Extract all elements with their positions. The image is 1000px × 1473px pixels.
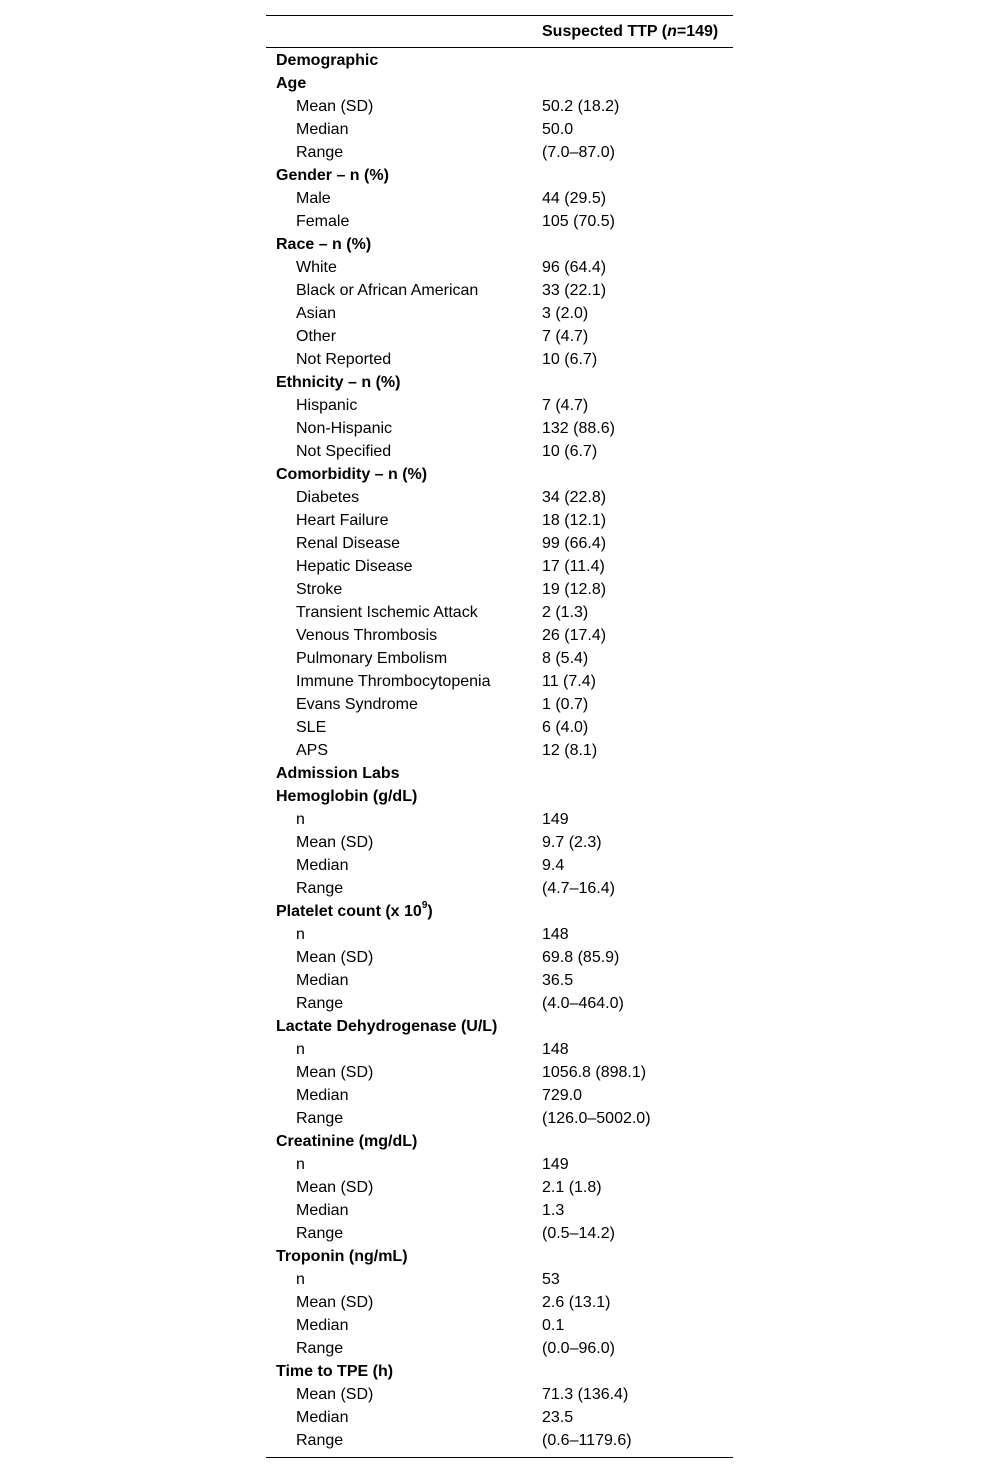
row-value: (0.0–96.0)	[542, 1340, 615, 1357]
row-value: 10 (6.7)	[542, 443, 598, 460]
section-header-row	[266, 72, 733, 95]
section-label	[276, 1130, 417, 1153]
table-row	[266, 624, 733, 647]
row-value: (4.0–464.0)	[542, 995, 624, 1012]
table-row	[266, 739, 733, 762]
row-label-text: Range	[296, 880, 344, 897]
row-label	[296, 394, 357, 417]
row-label-text: Median	[296, 1409, 349, 1426]
row-label	[296, 1268, 305, 1291]
row-label	[296, 1084, 348, 1107]
table-row	[266, 187, 733, 210]
row-label-superscript: 9	[421, 899, 428, 911]
row-label-suffix: )	[427, 903, 433, 920]
row-value: 149	[542, 811, 569, 828]
table-row	[266, 969, 733, 992]
row-label	[296, 509, 388, 532]
row-label	[296, 670, 490, 693]
section-header-row	[266, 900, 733, 923]
row-value: (126.0–5002.0)	[542, 1110, 651, 1127]
row-label	[296, 440, 391, 463]
table-row	[266, 1107, 733, 1130]
table-row	[266, 1406, 733, 1429]
row-label	[296, 1383, 373, 1406]
row-label-text: Immune Thrombocytopenia	[296, 673, 491, 690]
table-row	[266, 532, 733, 555]
row-value: (4.7–16.4)	[542, 880, 615, 897]
section-header-row	[266, 785, 733, 808]
row-label-text: Pulmonary Embolism	[296, 650, 448, 667]
table-row	[266, 1199, 733, 1222]
row-label	[296, 348, 391, 371]
table-row	[266, 118, 733, 141]
table-row	[266, 141, 733, 164]
row-label-text: Age	[276, 75, 307, 92]
row-value: 18 (12.1)	[542, 512, 607, 529]
row-value: 9.7 (2.3)	[542, 834, 602, 851]
table-row	[266, 279, 733, 302]
row-label	[296, 946, 373, 969]
section-label	[276, 371, 400, 394]
row-label-text: Range	[296, 1225, 344, 1242]
row-label-text: Female	[296, 213, 350, 230]
table-row	[266, 808, 733, 831]
table-bottom-rule	[266, 1457, 733, 1458]
table-row	[266, 509, 733, 532]
row-label-text: Stroke	[296, 581, 343, 598]
row-value: 44 (29.5)	[542, 190, 607, 207]
row-value: 26 (17.4)	[542, 627, 607, 644]
row-label-text: SLE	[296, 719, 327, 736]
row-value: 23.5	[542, 1409, 574, 1426]
section-header-row	[266, 463, 733, 486]
row-label-text: Hepatic Disease	[296, 558, 413, 575]
row-label-text: Male	[296, 190, 331, 207]
row-label	[296, 256, 337, 279]
table-row	[266, 1337, 733, 1360]
row-value: 9.4	[542, 857, 565, 874]
table-row	[266, 1314, 733, 1337]
table-row	[266, 256, 733, 279]
row-label-text: Range	[296, 1110, 344, 1127]
row-label-text: Range	[296, 1340, 344, 1357]
row-label	[296, 877, 343, 900]
table-row	[266, 670, 733, 693]
section-label	[276, 72, 306, 95]
row-value: (0.5–14.2)	[542, 1225, 615, 1242]
row-label	[296, 1429, 343, 1452]
row-label-text: Median	[296, 857, 349, 874]
table-row	[266, 1038, 733, 1061]
table-row	[266, 348, 733, 371]
row-label	[296, 1337, 343, 1360]
section-label	[276, 49, 378, 72]
row-label-text: Renal Disease	[296, 535, 401, 552]
row-label-text: Mean (SD)	[296, 98, 374, 115]
row-value: 0.1	[542, 1317, 565, 1334]
row-label	[296, 1314, 348, 1337]
row-label	[296, 532, 400, 555]
row-label	[296, 647, 447, 670]
row-label	[296, 325, 336, 348]
table-row	[266, 417, 733, 440]
row-label-text: Black or African American	[296, 282, 479, 299]
row-label-text: Median	[296, 1087, 349, 1104]
row-label-text: n	[296, 1156, 305, 1173]
row-label-text: Not Specified	[296, 443, 392, 460]
row-value: 105 (70.5)	[542, 213, 615, 230]
row-label	[296, 95, 373, 118]
table-row	[266, 440, 733, 463]
row-value: 729.0	[542, 1087, 583, 1104]
row-value: 36.5	[542, 972, 574, 989]
row-label	[296, 1107, 343, 1130]
row-label-text: Other	[296, 328, 337, 345]
row-value: 17 (11.4)	[542, 558, 605, 575]
table-row	[266, 325, 733, 348]
row-value: 1.3	[542, 1202, 565, 1219]
row-label	[296, 716, 326, 739]
row-label-text: Lactate Dehydrogenase (U/L)	[276, 1018, 498, 1035]
row-value: 3 (2.0)	[542, 305, 589, 322]
row-label	[296, 1176, 373, 1199]
section-header-row	[266, 1130, 733, 1153]
row-label-text: APS	[296, 742, 329, 759]
row-label-text: Time to TPE (h)	[276, 1363, 394, 1380]
table-row	[266, 647, 733, 670]
row-label	[296, 302, 336, 325]
row-value: 34 (22.8)	[542, 489, 607, 506]
row-label	[296, 808, 305, 831]
row-label-text: Comorbidity – n (%)	[276, 466, 428, 483]
row-label	[296, 578, 342, 601]
row-label-text: Race – n (%)	[276, 236, 372, 253]
row-value: 7 (4.7)	[542, 328, 589, 345]
row-label	[296, 1061, 373, 1084]
row-label-text: Mean (SD)	[296, 834, 374, 851]
row-value: 132 (88.6)	[542, 420, 615, 437]
row-label-text: Venous Thrombosis	[296, 627, 438, 644]
row-label-text: Demographic	[276, 52, 379, 69]
row-value: 2.1 (1.8)	[542, 1179, 602, 1196]
row-label-text: Median	[296, 1317, 349, 1334]
row-label-text: Range	[296, 995, 344, 1012]
table-row	[266, 394, 733, 417]
row-label-text: Median	[296, 121, 349, 138]
row-value: (0.6–1179.6)	[542, 1432, 632, 1449]
row-label-text: Evans Syndrome	[296, 696, 418, 713]
table-row	[266, 1084, 733, 1107]
row-value: 1 (0.7)	[542, 696, 589, 713]
row-label-text: Hemoglobin (g/dL)	[276, 788, 418, 805]
row-value: 2 (1.3)	[542, 604, 589, 621]
row-label-text: Admission Labs	[276, 765, 400, 782]
row-label	[296, 969, 348, 992]
row-label	[296, 555, 413, 578]
row-label-text: Median	[296, 972, 349, 989]
row-label-text: Diabetes	[296, 489, 360, 506]
row-label-text: Gender – n (%)	[276, 167, 389, 184]
table-row	[266, 1176, 733, 1199]
table-row	[266, 877, 733, 900]
row-label	[296, 693, 418, 716]
table-row	[266, 946, 733, 969]
row-label	[296, 624, 437, 647]
row-value: 1056.8 (898.1)	[542, 1064, 647, 1081]
section-label	[276, 1015, 497, 1038]
row-label	[296, 210, 349, 233]
row-label	[296, 1222, 343, 1245]
row-value: 53	[542, 1271, 560, 1288]
column-header-suspected-ttp: Suspected TTP (n=149)	[542, 23, 719, 40]
characteristics-table	[266, 15, 733, 1458]
table-row	[266, 95, 733, 118]
row-label-text: Not Reported	[296, 351, 392, 368]
row-value: 2.6 (13.1)	[542, 1294, 611, 1311]
row-label-text: Transient Ischemic Attack	[296, 604, 478, 621]
table-row	[266, 210, 733, 233]
row-value: 12 (8.1)	[542, 742, 598, 759]
section-label	[276, 1245, 408, 1268]
table-row	[266, 302, 733, 325]
table-body	[266, 48, 733, 1457]
table-row	[266, 693, 733, 716]
table-row	[266, 555, 733, 578]
row-value: 8 (5.4)	[542, 650, 589, 667]
row-label-text: Range	[296, 1432, 344, 1449]
section-label	[276, 900, 433, 923]
table-row	[266, 1268, 733, 1291]
row-label-text: Platelet count (x 10	[276, 903, 422, 920]
row-label-text: Mean (SD)	[296, 1179, 374, 1196]
table-row	[266, 992, 733, 1015]
row-value: 19 (12.8)	[542, 581, 607, 598]
row-label	[296, 279, 478, 302]
section-label	[276, 164, 389, 187]
table-row	[266, 1222, 733, 1245]
row-label-text: Mean (SD)	[296, 1294, 374, 1311]
row-value: 11 (7.4)	[542, 673, 596, 690]
row-label-text: n	[296, 926, 305, 943]
row-label	[296, 1199, 348, 1222]
row-value: (7.0–87.0)	[542, 144, 615, 161]
table-row	[266, 716, 733, 739]
row-value: 96 (64.4)	[542, 259, 607, 276]
row-label-text: Mean (SD)	[296, 1064, 374, 1081]
row-value: 50.2 (18.2)	[542, 98, 620, 115]
row-value: 10 (6.7)	[542, 351, 598, 368]
row-value: 7 (4.7)	[542, 397, 589, 414]
table-row	[266, 1153, 733, 1176]
row-label-text: Mean (SD)	[296, 949, 374, 966]
section-header-row	[266, 49, 733, 72]
row-value: 6 (4.0)	[542, 719, 589, 736]
row-label-text: n	[296, 811, 305, 828]
section-label	[276, 463, 427, 486]
table-row	[266, 1061, 733, 1084]
row-value: 33 (22.1)	[542, 282, 607, 299]
section-label	[276, 785, 417, 808]
section-label	[276, 762, 400, 785]
row-label	[296, 486, 359, 509]
section-header-row	[266, 164, 733, 187]
row-label-text: Mean (SD)	[296, 1386, 374, 1403]
row-value: 148	[542, 926, 569, 943]
section-header-row	[266, 1245, 733, 1268]
row-label-text: Creatinine (mg/dL)	[276, 1133, 418, 1150]
table-row	[266, 601, 733, 624]
row-label-text: Heart Failure	[296, 512, 389, 529]
table-header-row	[266, 16, 733, 47]
table-row	[266, 923, 733, 946]
row-label	[296, 739, 328, 762]
row-label	[296, 187, 331, 210]
row-label-text: Ethnicity – n (%)	[276, 374, 401, 391]
row-label	[296, 601, 478, 624]
row-label-text: Hispanic	[296, 397, 358, 414]
section-header-row	[266, 233, 733, 256]
row-label	[296, 1406, 348, 1429]
row-label	[296, 1153, 305, 1176]
section-header-row	[266, 762, 733, 785]
row-value: 50.0	[542, 121, 574, 138]
row-label	[296, 417, 392, 440]
row-value: 148	[542, 1041, 569, 1058]
row-label	[296, 1038, 305, 1061]
row-label-text: n	[296, 1271, 305, 1288]
row-label-text: Non-Hispanic	[296, 420, 393, 437]
section-header-row	[266, 1360, 733, 1383]
row-label	[296, 923, 305, 946]
section-header-row	[266, 371, 733, 394]
table-row	[266, 578, 733, 601]
row-label-text: Range	[296, 144, 344, 161]
table-row	[266, 486, 733, 509]
row-label	[296, 831, 373, 854]
row-label	[296, 854, 348, 877]
table-row	[266, 854, 733, 877]
row-label	[296, 992, 343, 1015]
row-label-text: Median	[296, 1202, 349, 1219]
section-header-row	[266, 1015, 733, 1038]
table-row	[266, 1291, 733, 1314]
row-label-text: Asian	[296, 305, 337, 322]
row-label	[296, 141, 343, 164]
row-label-text: n	[296, 1041, 305, 1058]
row-label	[296, 118, 348, 141]
row-label-text: Troponin (ng/mL)	[276, 1248, 408, 1265]
table-row	[266, 831, 733, 854]
table-row	[266, 1429, 733, 1452]
row-value: 69.8 (85.9)	[542, 949, 620, 966]
row-value: 71.3 (136.4)	[542, 1386, 629, 1403]
section-label	[276, 1360, 393, 1383]
row-label-text: White	[296, 259, 337, 276]
section-label	[276, 233, 371, 256]
row-value: 149	[542, 1156, 569, 1173]
row-label	[296, 1291, 373, 1314]
row-value: 99 (66.4)	[542, 535, 607, 552]
table-row	[266, 1383, 733, 1406]
